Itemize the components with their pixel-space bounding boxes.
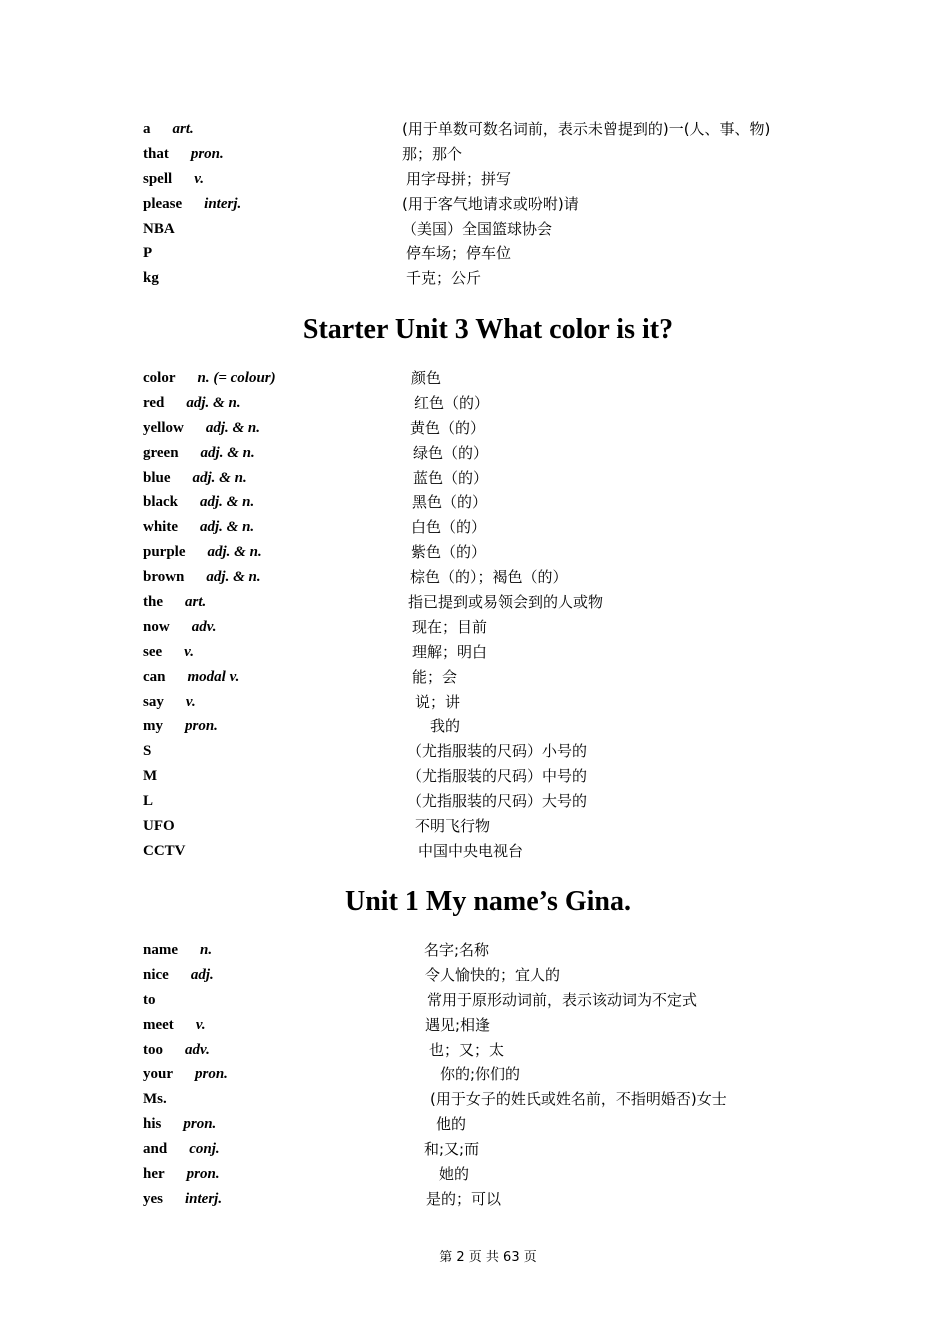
- vocab-entry: [0, 1089, 950, 1114]
- entry-meaning: （美国）全国篮球协会: [402, 219, 553, 238]
- entry-meaning: 指已提到或易领会到的人或物: [408, 593, 604, 612]
- vocab-entry: [0, 144, 950, 169]
- entry-word: her pron.: [143, 1166, 220, 1183]
- entry-pos: adj. & n.: [200, 444, 255, 461]
- entry-word: can modal v.: [143, 668, 240, 685]
- entry-word: M: [143, 768, 158, 785]
- entry-word: my pron.: [143, 718, 218, 735]
- vocab-list-starter-unit-3: [0, 368, 950, 866]
- entry-pos: art.: [172, 121, 194, 137]
- entry-meaning: 停车场；停车位: [406, 244, 512, 263]
- entry-meaning: 黄色（的）: [410, 418, 486, 437]
- entry-word: color n. (= colour): [143, 370, 276, 386]
- entry-word: the art.: [143, 594, 207, 611]
- entry-word: blue adj. & n.: [143, 469, 247, 486]
- entry-word: meet v.: [143, 1016, 206, 1033]
- entry-pos: adj. & n.: [200, 519, 255, 536]
- entry-pos: adj. & n.: [192, 469, 247, 486]
- entry-meaning: 她的: [439, 1165, 470, 1184]
- entry-word: now adv.: [143, 618, 217, 635]
- vocab-entry: [0, 592, 950, 617]
- entry-pos: pron.: [190, 145, 224, 162]
- entry-meaning: (用于单数可数名词前，表示未曾提到的)一(人、事、物): [402, 120, 771, 138]
- entry-meaning: 现在；目前: [412, 617, 488, 636]
- vocab-entry: [0, 816, 950, 841]
- entry-word: that pron.: [143, 145, 224, 162]
- section-heading: Starter Unit 3 What color is it?: [302, 314, 674, 345]
- vocab-entry: [0, 119, 950, 144]
- page-number: 第 2 页 共 63 页: [439, 1250, 537, 1265]
- vocab-entry: [0, 243, 950, 268]
- vocab-entry: [0, 841, 950, 866]
- entry-word: see v.: [143, 643, 195, 660]
- entry-pos: adj. & n.: [206, 569, 261, 586]
- vocab-entry: [0, 965, 950, 990]
- entry-word: and conj.: [143, 1141, 220, 1158]
- vocab-entry: [0, 567, 950, 592]
- entry-pos: v.: [194, 170, 205, 187]
- entry-meaning: 他的: [436, 1115, 467, 1134]
- vocab-entry: [0, 1164, 950, 1189]
- entry-word: his pron.: [143, 1116, 217, 1133]
- entry-meaning: 颜色: [411, 369, 442, 387]
- entry-meaning: 和;又;而: [424, 1140, 480, 1159]
- entry-pos: v.: [195, 1016, 206, 1033]
- entry-pos: adj. & n.: [207, 544, 262, 561]
- entry-meaning: (用于女子的姓氏或姓名前，不指明婚否)女士: [430, 1090, 727, 1109]
- entry-word: brown adj. & n.: [143, 569, 261, 586]
- entry-word: S: [143, 743, 152, 760]
- entry-meaning: 是的；可以: [426, 1189, 502, 1208]
- entry-meaning: 也；又；太: [429, 1040, 505, 1059]
- entry-meaning: 中国中央电视台: [418, 841, 524, 860]
- vocab-entry: [0, 1189, 950, 1214]
- vocab-entry: [0, 517, 950, 542]
- section-heading: Unit 1 My name’s Gina.: [345, 886, 631, 917]
- entry-word: a art.: [143, 121, 194, 137]
- vocab-entry: [0, 1040, 950, 1065]
- vocab-entry: [0, 393, 950, 418]
- vocab-entry: [0, 1015, 950, 1040]
- vocab-entry: [0, 492, 950, 517]
- entry-word: red adj. & n.: [143, 394, 241, 411]
- entry-word: green adj. & n.: [143, 444, 255, 461]
- vocab-entry: [0, 418, 950, 443]
- entry-pos: adv.: [185, 1041, 210, 1058]
- vocab-entry: [0, 468, 950, 493]
- vocab-entry: [0, 617, 950, 642]
- entry-pos: interj.: [204, 195, 242, 212]
- vocab-entry: [0, 990, 950, 1015]
- entry-pos: n. (= colour): [197, 370, 276, 386]
- entry-meaning: 紫色（的）: [411, 543, 487, 562]
- entry-word: say v.: [143, 693, 196, 710]
- entry-meaning: 说；讲: [415, 692, 461, 711]
- entry-meaning: 理解；明白: [412, 642, 488, 661]
- entry-meaning: 绿色（的）: [413, 443, 489, 462]
- entry-meaning: 令人愉快的；宜人的: [425, 965, 561, 984]
- entry-pos: pron.: [183, 1116, 217, 1133]
- entry-word: white adj. & n.: [143, 519, 255, 536]
- entry-word: purple adj. & n.: [143, 544, 262, 561]
- vocab-entry: [0, 443, 950, 468]
- entry-meaning: 棕色（的）；褐色（的）: [410, 568, 568, 587]
- entry-word: CCTV: [143, 842, 186, 859]
- vocab-entry: [0, 268, 950, 293]
- entry-pos: adj.: [190, 966, 214, 983]
- entry-meaning: （尤指服装的尺码）中号的: [407, 767, 588, 786]
- vocab-entry: [0, 940, 950, 965]
- vocab-entry: [0, 542, 950, 567]
- entry-pos: pron.: [185, 718, 218, 735]
- entry-meaning: （尤指服装的尺码）小号的: [407, 742, 588, 761]
- vocab-entry: [0, 368, 950, 393]
- vocab-entry: [0, 642, 950, 667]
- vocab-entry: [0, 791, 950, 816]
- entry-word: name n.: [143, 942, 213, 958]
- entry-pos: adv.: [191, 618, 217, 635]
- entry-word: yellow adj. & n.: [143, 419, 261, 436]
- vocab-entry: [0, 219, 950, 244]
- entry-pos: v.: [185, 693, 196, 710]
- entry-meaning: 红色（的）: [414, 393, 490, 412]
- entry-meaning: 千克；公斤: [406, 269, 482, 288]
- vocab-entry: [0, 1064, 950, 1089]
- vocab-list-unit-1: [0, 940, 950, 1214]
- entry-word: black adj. & n.: [143, 494, 255, 511]
- entry-meaning: （尤指服装的尺码）大号的: [407, 792, 588, 811]
- entry-pos: interj.: [185, 1190, 223, 1207]
- entry-meaning: (用于客气地请求或吩咐)请: [402, 194, 579, 213]
- entry-pos: adj. & n.: [200, 494, 255, 511]
- entry-pos: art.: [185, 594, 207, 611]
- entry-word: P: [143, 245, 153, 262]
- vocab-entry: [0, 169, 950, 194]
- vocab-entry: [0, 194, 950, 219]
- vocab-entry: [0, 741, 950, 766]
- vocab-entry: [0, 692, 950, 717]
- entry-word: to: [143, 991, 156, 1008]
- entry-meaning: 蓝色（的）: [413, 468, 489, 487]
- entry-meaning: 能；会: [412, 667, 458, 686]
- entry-word: yes interj.: [143, 1190, 223, 1207]
- entry-word: kg: [143, 270, 159, 287]
- vocab-entry: [0, 766, 950, 791]
- entry-word: too adv.: [143, 1041, 210, 1058]
- entry-pos: pron.: [186, 1166, 220, 1183]
- vocab-entry: [0, 716, 950, 741]
- entry-meaning: 那；那个: [402, 144, 463, 163]
- entry-meaning: 黑色（的）: [412, 493, 488, 512]
- entry-meaning: 用字母拼；拼写: [406, 169, 512, 188]
- vocab-list-top: [0, 119, 950, 293]
- entry-meaning: 你的;你们的: [440, 1065, 521, 1084]
- entry-meaning: 常用于原形动词前，表示该动词为不定式: [427, 990, 698, 1009]
- entry-pos: v.: [184, 643, 195, 660]
- entry-word: Ms.: [143, 1091, 167, 1108]
- entry-pos: conj.: [189, 1141, 220, 1158]
- entry-word: UFO: [143, 818, 175, 835]
- entry-pos: pron.: [195, 1066, 228, 1083]
- entry-meaning: 白色（的）: [411, 518, 487, 537]
- entry-word: spell v.: [143, 170, 205, 187]
- entry-word: please interj.: [143, 195, 242, 212]
- entry-pos: n.: [200, 942, 213, 958]
- entry-pos: modal v.: [187, 668, 240, 685]
- vocab-entry: [0, 1139, 950, 1164]
- vocab-entry: [0, 667, 950, 692]
- entry-meaning: 名字;名称: [424, 941, 490, 959]
- entry-meaning: 我的: [430, 717, 461, 736]
- entry-pos: adj. & n.: [186, 394, 241, 411]
- entry-meaning: 不明飞行物: [415, 817, 491, 836]
- vocab-entry: [0, 1114, 950, 1139]
- entry-word: nice adj.: [143, 966, 214, 983]
- entry-meaning: 遇见;相逢: [425, 1015, 491, 1034]
- entry-pos: adj. & n.: [205, 419, 261, 436]
- entry-word: your pron.: [143, 1066, 228, 1083]
- entry-word: NBA: [143, 220, 175, 237]
- entry-word: L: [143, 793, 154, 810]
